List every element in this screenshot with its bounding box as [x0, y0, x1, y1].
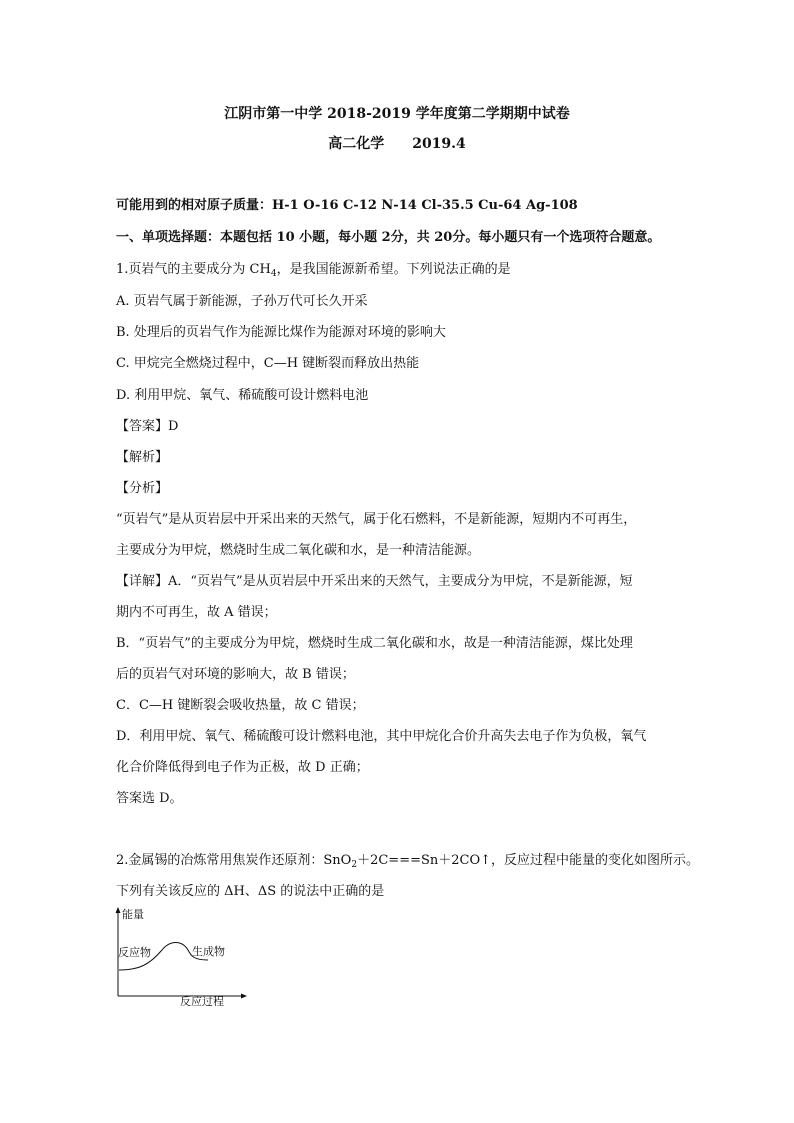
q1-stem-after: ，是我国能源新希望。下列说法正确的是: [276, 262, 511, 277]
q1-stem-before: 1.页岩气的主要成分为 CH: [116, 262, 271, 277]
question-1-stem: [116, 261, 511, 283]
q1-stem-sub: 4: [270, 269, 277, 279]
q2-line1-a: 2.金属锡的冶炼常用焦炭作还原剂：SnO: [116, 853, 352, 868]
q1-analysis-line-1: “页岩气”是从页岩层中开采出来的天然气，属于化石燃料，不是新能源，短期内不可再生，: [116, 512, 637, 527]
subject-label: 高二化学: [328, 136, 385, 152]
q1-option-b: B. 处理后的页岩气作为能源比煤作为能源对环境的影响大: [116, 325, 446, 340]
y-axis-arrow-icon: [116, 907, 121, 913]
q1-answer: 【答案】D: [116, 419, 179, 434]
q1-detail-line-4: 后的页岩气对环境的影响大，故 B 错误；: [116, 667, 355, 682]
q1-analysis-line-2: 主要成分为甲烷，燃烧时生成二氧化碳和水，是一种清洁能源。: [116, 543, 481, 558]
q1-detail-line-8: 答案选 D。: [116, 791, 183, 806]
q1-option-c: C. 甲烷完全燃烧过程中，C—H 键断裂而释放出热能: [116, 356, 420, 371]
question-2-stem-line-2: 下列有关该反应的 ΔH、ΔS 的说法中正确的是: [116, 884, 385, 899]
energy-diagram: [110, 906, 250, 1006]
q1-option-d: D. 利用甲烷、氧气、稀硫酸可设计燃料电池: [116, 388, 369, 403]
q1-detail-line-1: 【详解】A．“页岩气”是从页岩层中开采出来的天然气，主要成分为甲烷，不是新能源，短: [116, 574, 633, 589]
q1-detail-line-7: 化合价降低得到电子作为正极，故 D 正确；: [116, 760, 369, 775]
q1-detail-line-3: B．“页岩气”的主要成分为甲烷，燃烧时生成二氧化碳和水，故是一种清洁能源，煤比处理: [116, 636, 633, 651]
paper-subtitle: [0, 135, 794, 153]
product-label: 生成物: [192, 945, 225, 958]
x-axis-label: 反应过程: [180, 995, 224, 1006]
section-heading: 一、单项选择题：本题包括 10 小题，每小题 2分，共 20分。每小题只有一个选项符合题意。: [116, 230, 661, 245]
paper-title: 江阴市第一中学 2018-2019 学年度第二学期期中试卷: [224, 106, 570, 122]
q1-detail-line-6: D．利用甲烷、氧气、稀硫酸可设计燃料电池，其中甲烷化合价升高失去电子作为负极，氧气: [116, 729, 647, 744]
exam-date: 2019.4: [412, 136, 466, 152]
q1-fenxi-heading: 【分析】: [116, 481, 169, 496]
x-axis-arrow-icon: [241, 994, 247, 999]
q2-line1-sub: 2: [351, 860, 358, 870]
q1-detail-line-5: C．C—H 键断裂会吸收热量，故 C 错误；: [116, 698, 365, 713]
question-2-stem: [116, 852, 699, 874]
y-axis-label: 能量: [122, 908, 144, 921]
reactant-label: 反应物: [118, 946, 151, 959]
q2-line1-b: ＋2C===Sn＋2CO↑，反应过程中能量的变化如图所示。: [357, 853, 700, 868]
q1-detail-line-2: 期内不可再生，故 A 错误；: [116, 605, 277, 620]
q1-jiexi-heading: 【解析】: [116, 450, 169, 465]
atomic-mass-line: 可能用到的相对原子质量：H-1 O-16 C-12 N-14 Cl-35.5 Cu-64 Ag-108: [116, 198, 578, 213]
q1-option-a: A. 页岩气属于新能源，子孙万代可长久开采: [116, 294, 368, 309]
